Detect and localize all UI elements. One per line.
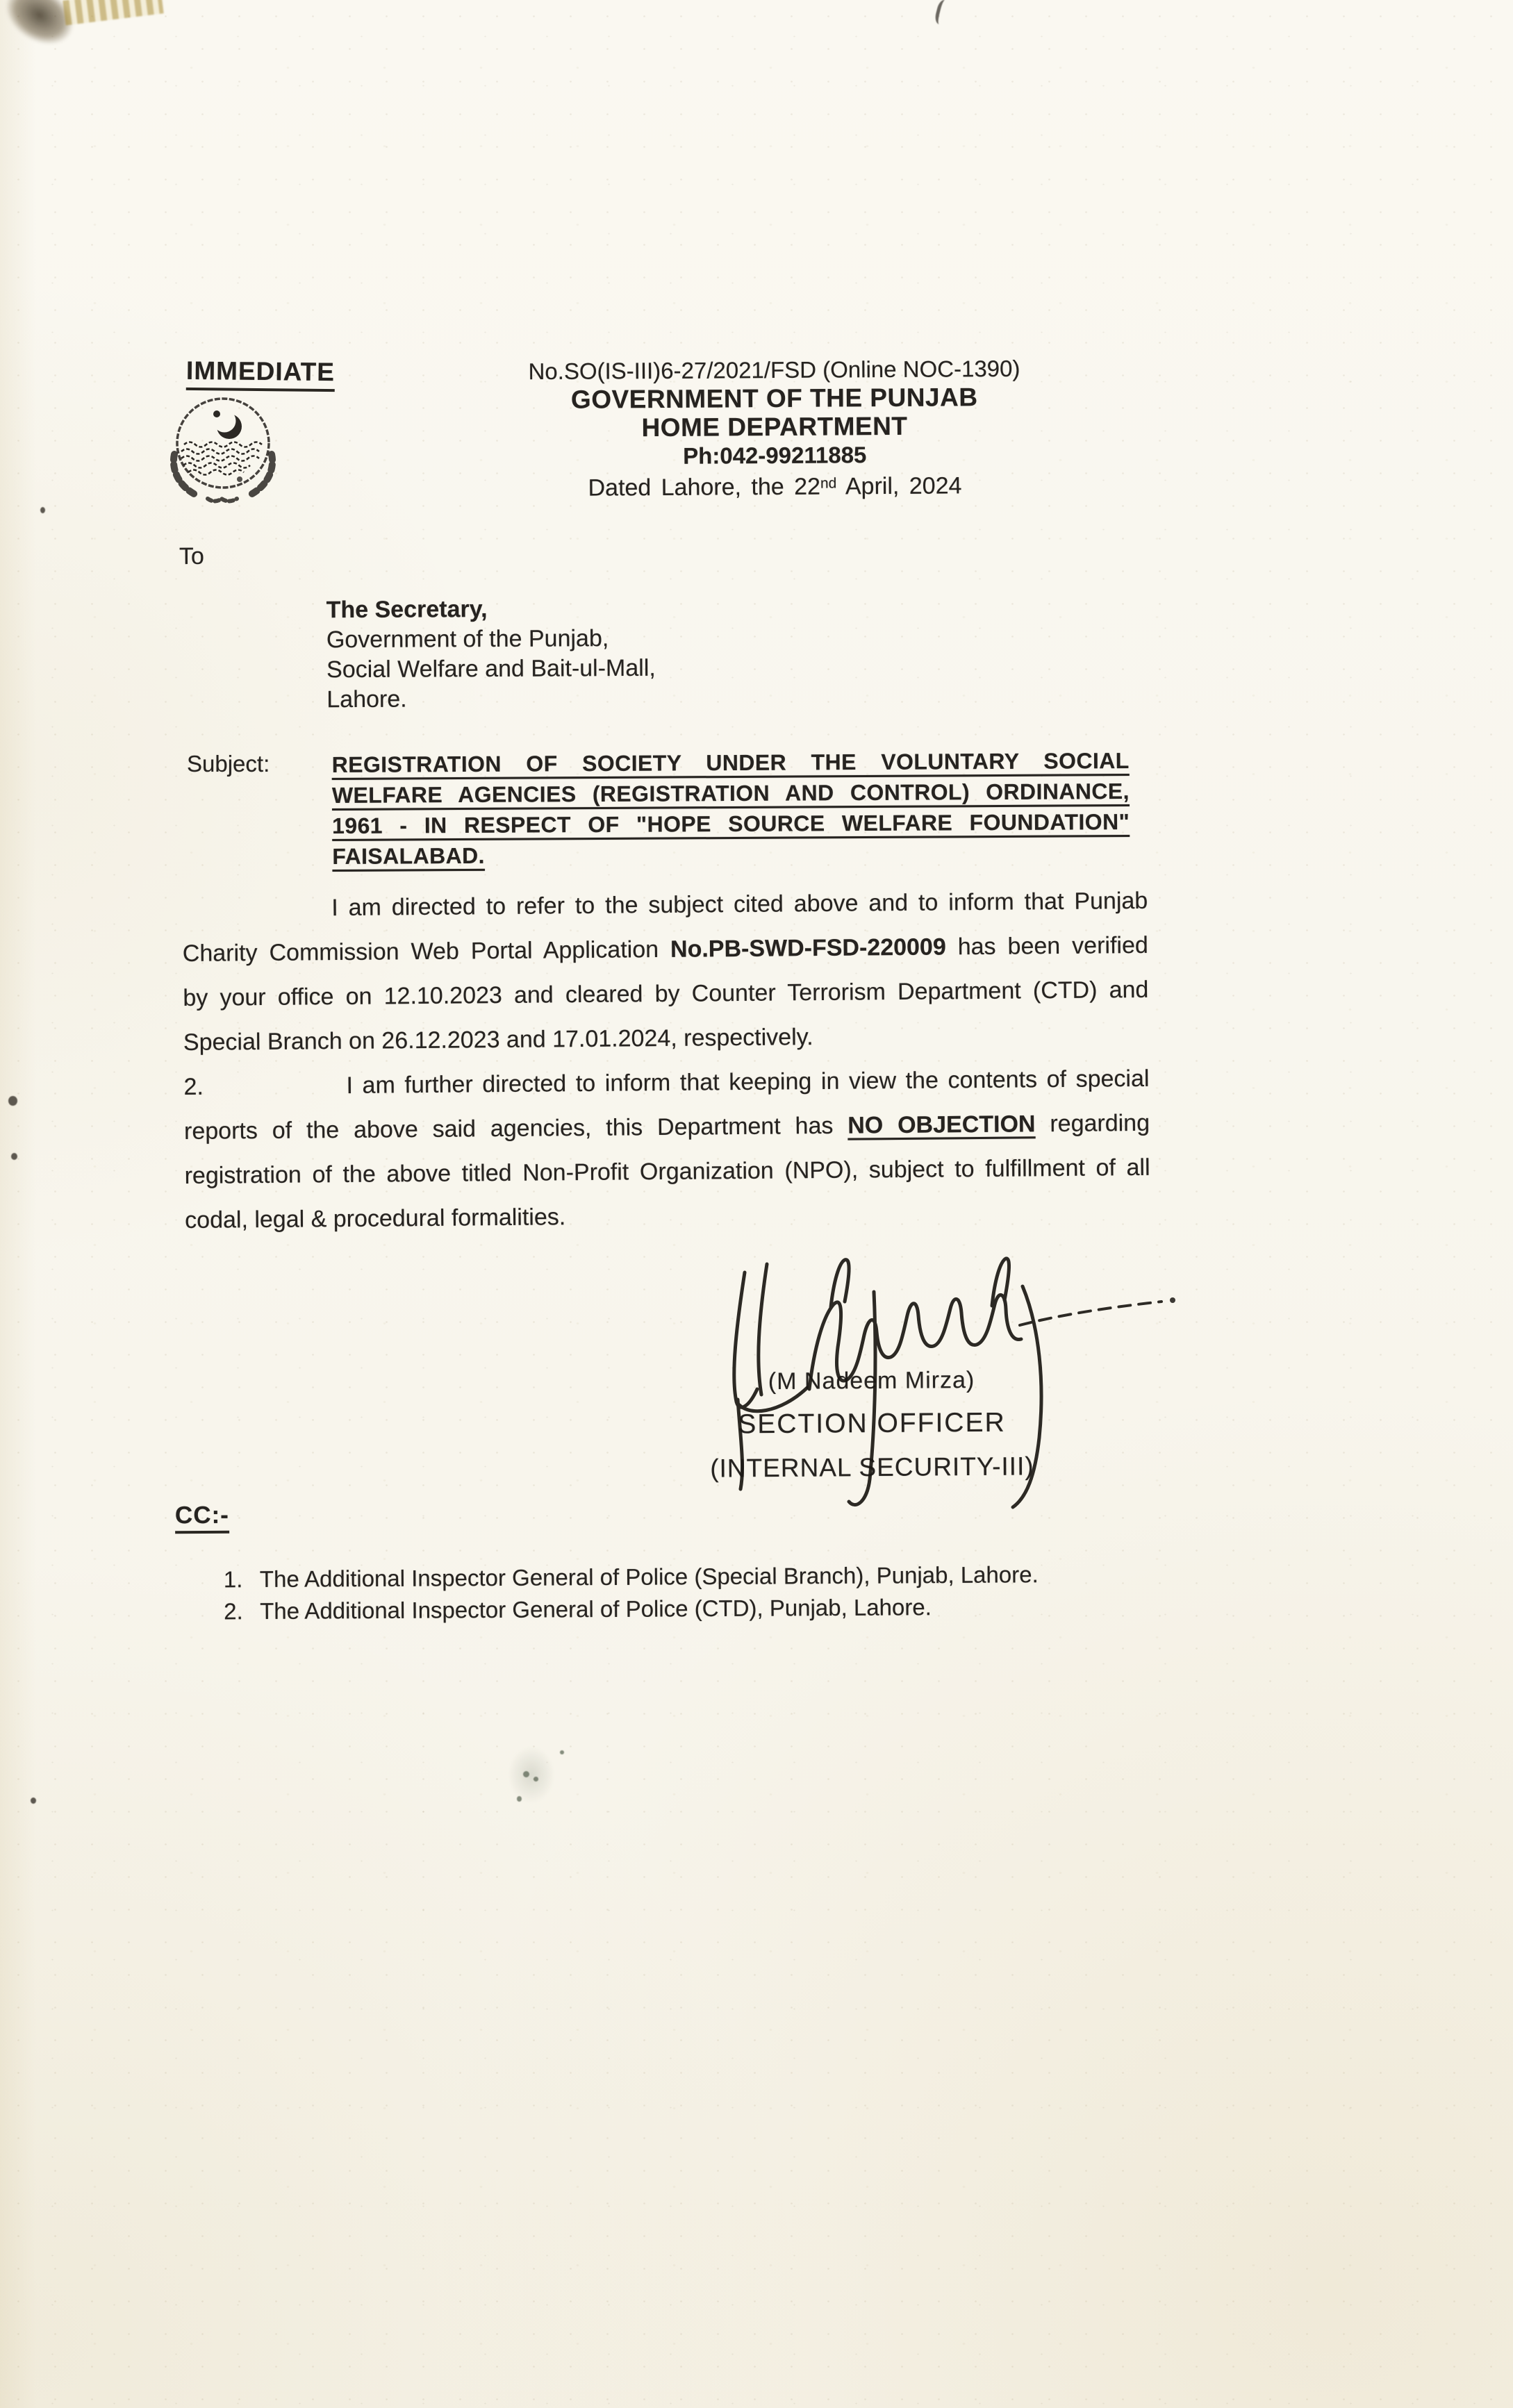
body-line: I am directed to refer to the subject cited above and to inform that Punjab [331,887,1148,922]
signatory-title: SECTION OFFICER [738,1407,1006,1440]
subject-text [332,745,1130,872]
scan-artifact-smudge [500,1736,563,1813]
scan-speck [11,1153,17,1160]
body-text: reports of the above said agencies, this Department has [183,1112,848,1145]
signature-block [697,1359,1045,1491]
body-line [183,1056,1150,1109]
salutation-to: To [179,542,205,570]
government-name: GOVERNMENT OF THE PUNJAB [570,383,978,414]
letter-date [413,467,1136,504]
wreath-icon [174,454,272,501]
cc-item-number: 1. [223,1566,243,1593]
subject-line: WELFARE AGENCIES (REGISTRATION AND CONTROL) ORDINANCE, [331,778,1130,808]
application-number: No.PB-SWD-FSD-220009 [670,933,946,963]
recipient-line: Government of the Punjab, [326,625,609,654]
five-rivers-waves-icon [181,442,262,475]
scan-speck [8,1096,17,1106]
cc-item-text: The Additional Inspector General of Police (CTD), Punjab, Lahore. [260,1594,932,1625]
recipient-line: Lahore. [326,686,407,713]
cc-item [175,1591,1039,1628]
recipient-name: The Secretary, [326,596,488,624]
scan-artifact-tape-residue [63,0,163,26]
body-text: regarding [1035,1109,1150,1138]
scan-speck [517,1796,522,1802]
date-ordinal-suffix: nd [820,475,837,492]
body-text: I am further directed to inform that keeping in view the contents of special [346,1065,1150,1099]
body-line [184,1101,1150,1154]
date-text: Dated Lahore, the 22 [588,473,821,501]
paragraph-number: 2. [183,1073,204,1100]
crescent-and-star-icon [213,410,242,440]
body-line: registration of the above titled Non-Profit Organization (NPO), subject to fulfillment of all [184,1154,1150,1189]
cc-label: CC:- [175,1502,229,1534]
date-text-suffix: April, 2024 [836,472,962,500]
scan-artifact-corner-smudge [0,0,106,88]
subject-label: Subject: [187,751,270,777]
letterhead [413,354,1136,504]
recipient-address [326,594,656,715]
body-line [183,923,1149,976]
scan-speck [560,1750,564,1754]
recipient-line: Social Welfare and Bait-ul-Mall, [326,654,656,683]
signatory-name: (M Nadeem Mirza) [768,1366,975,1395]
signatory-section: (INTERNAL SECURITY-III) [710,1452,1034,1483]
priority-stamp: IMMEDIATE [186,356,335,392]
cc-item-number: 2. [224,1598,243,1625]
body-line: by your office on 12.10.2023 and cleared by Counter Terrorism Department (CTD) and [183,976,1149,1011]
punjab-crest-icon [162,389,283,504]
body-line: codal, legal & procedural formalities. [185,1204,566,1234]
body-text: has been verified [945,931,1148,961]
cc-item [175,1559,1039,1596]
department-name: HOME DEPARTMENT [641,411,908,442]
subject-line: REGISTRATION OF SOCIETY UNDER THE VOLUNTARY SOCIAL [331,747,1130,778]
scan-speck [40,507,45,513]
punjab-crest-logo [162,389,283,507]
no-objection-phrase: NO OBJECTION [848,1111,1036,1139]
reference-number: No.SO(IS-III)6-27/2021/FSD (Online NOC-1390) [528,355,1020,385]
letter-body [182,879,1150,1243]
cc-list [175,1559,1039,1628]
scan-speck [534,1777,538,1782]
body-text: Charity Commission Web Portal Application [182,936,671,967]
scan-artifact-top-mark [934,0,953,26]
body-line: Special Branch on 26.12.2023 and 17.01.2024, respectively. [183,1024,813,1056]
phone-number: Ph:042-99211885 [683,442,867,469]
scan-speck [523,1771,529,1777]
subject-line: 1961 - IN RESPECT OF "HOPE SOURCE WELFARE FOUNDATION" [332,808,1130,839]
subject-line: FAISALABAD. [332,842,485,870]
scan-speck [31,1797,36,1804]
cc-item-text: The Additional Inspector General of Police (Special Branch), Punjab, Lahore. [259,1561,1039,1593]
